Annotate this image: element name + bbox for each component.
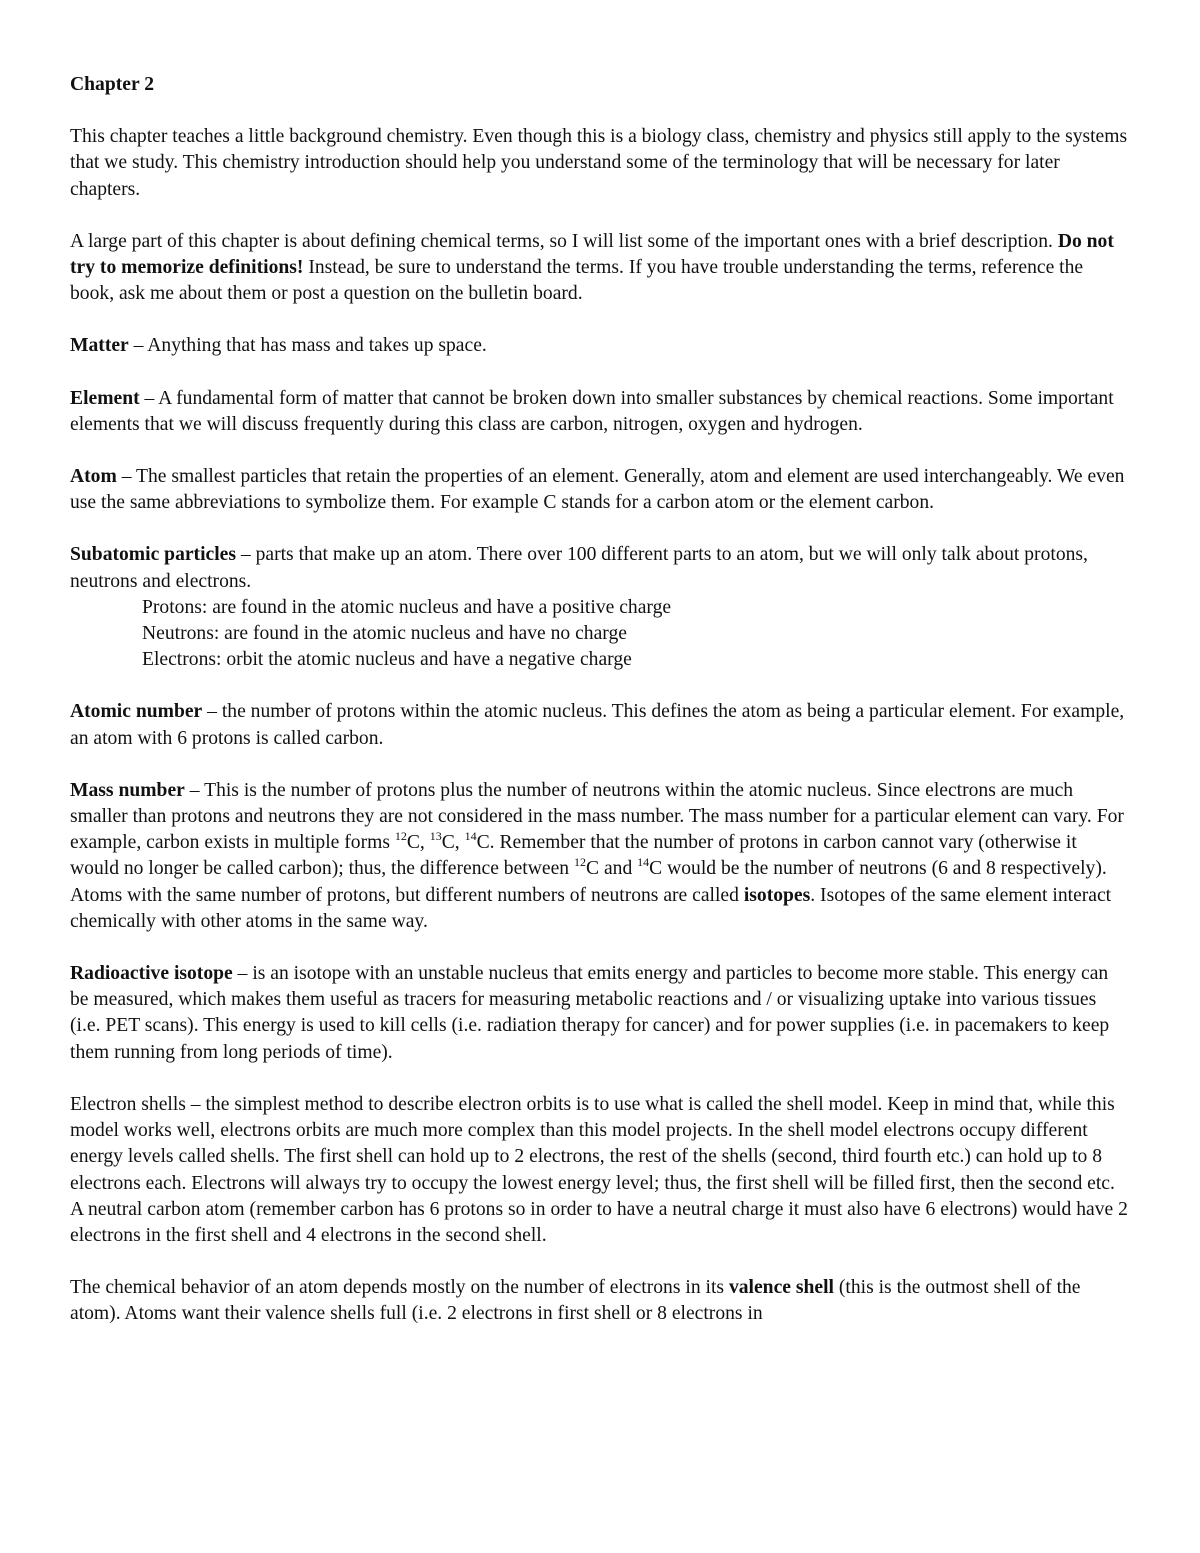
term-matter: Matter: [70, 335, 129, 357]
term-mass-number: Mass number: [70, 779, 185, 801]
definition-mass-number: [70, 778, 1130, 935]
term-subatomic-particles: Subatomic particles: [70, 544, 236, 566]
definition-electron-shells: Electron shells – the simplest method to describe electron orbits is to use what is called the shell model. Keep in mind that, while this model works well, electrons orbits are much more complex than this model projects. In the shell model electrons occupy different energy levels called shells. The first shell can hold up to 2 electrons, the rest of the shells (second, third fourth etc.) can hold up to 8 electrons each. Electrons will always try to occupy the lowest energy level; thus, the first shell will be filled first, then the second etc. A neutral carbon atom (remember carbon has 6 protons so in order to have a neutral charge it must also have 6 electrons) would have 2 electrons in the first shell and 4 electrons in the second shell.: [70, 1093, 1128, 1246]
term-atom: Atom: [70, 466, 117, 488]
definition-matter: [70, 333, 1130, 359]
isotope-superscript-12: 12: [394, 829, 407, 844]
intro-paragraph: This chapter teaches a little background chemistry. Even though this is a biology class, chemistry and physics still apply to the systems that we study. This chemistry introduction should help you understand some of the terminology that will be necessary for later chapters.: [70, 126, 1128, 200]
definition-atomic-number: [70, 699, 1130, 751]
isotope-superscript-14: 14: [464, 829, 477, 844]
term-element: Element: [70, 387, 140, 409]
mass-number-text-2: C,: [406, 832, 430, 854]
definitions-intro-text: A large part of this chapter is about defining chemical terms, so I will list some of the important ones with a brief description.: [70, 230, 1058, 252]
definition-atomic-number-text: – the number of protons within the atomic nucleus. This defines the atom as being a particular element. For example, an atom with 6 protons is called carbon.: [70, 701, 1125, 749]
definitions-intro-rest: Instead, be sure to understand the terms. If you have trouble understanding the terms, reference the book, ask me about them or post a question on the bulletin board.: [70, 257, 1084, 305]
subatomic-item-electrons: Electrons: orbit the atomic nucleus and have a negative charge: [142, 649, 632, 671]
definition-element-text: – A fundamental form of matter that cannot be broken down into smaller substances by chemical reactions. Some important elements that we will discuss frequently during this class are carbon, nitrogen, oxygen and hydrogen.: [70, 387, 1114, 435]
chapter-title: Chapter 2: [70, 74, 155, 95]
isotope-superscript-12b: 12: [573, 855, 586, 870]
definition-atom: [70, 464, 1130, 516]
definition-subatomic-text: – parts that make up an atom. There over 100 different parts to an atom, but we will only talk about protons, neutrons and electrons.: [70, 544, 1088, 592]
definition-radioactive-text: – is an isotope with an unstable nucleus that emits energy and particles to become more stable. This energy can be measured, which makes them useful as tracers for measuring metabolic reactions and / or visualizing uptake into various tissues (i.e. PET scans). This energy is used to kill cells (i.e. radiation therapy for cancer) and for power supplies (i.e. in pacemakers to keep them running from long periods of time).: [70, 963, 1110, 1063]
mass-number-text-6: C would be the number of neutrons (6 and 8 respectively). Atoms with the same number of protons, but different numbers of neutrons are called: [70, 858, 1107, 906]
definitions-warning: Do not try to memorize definitions!: [70, 230, 1114, 279]
definition-subatomic-particles: [70, 542, 1130, 673]
term-atomic-number: Atomic number: [70, 701, 203, 723]
definition-element: [70, 386, 1130, 438]
term-isotopes: isotopes: [743, 884, 811, 906]
mass-number-text-4: C. Remember that the number of protons in carbon cannot vary (otherwise it would no longer be called carbon); thus, the difference between: [70, 832, 1077, 880]
valence-paragraph: [70, 1275, 1130, 1327]
term-valence-shell: valence shell: [728, 1277, 834, 1299]
mass-number-text-7: . Isotopes of the same element interact chemically with other atoms in the same way.: [70, 884, 1112, 932]
isotope-superscript-13: 13: [429, 829, 442, 844]
term-radioactive-isotope: Radioactive isotope: [70, 963, 233, 985]
valence-text-1: The chemical behavior of an atom depends mostly on the number of electrons in its: [70, 1277, 729, 1299]
mass-number-text-5: C and: [585, 858, 638, 880]
subatomic-item-protons: Protons: are found in the atomic nucleus and have a positive charge: [142, 596, 672, 618]
definition-matter-text: – Anything that has mass and takes up space.: [128, 335, 487, 357]
definitions-intro-paragraph: [70, 229, 1130, 308]
definition-atom-text: – The smallest particles that retain the properties of an element. Generally, atom and element are used interchangeably. We even use the same abbreviations to symbolize them. For example C stands for a carbon atom or the element carbon.: [70, 466, 1125, 514]
subatomic-item-neutrons: Neutrons: are found in the atomic nucleus and have no charge: [142, 623, 627, 645]
mass-number-text-3: C,: [441, 832, 465, 854]
definition-radioactive-isotope: [70, 961, 1130, 1066]
valence-text-2: (this is the outmost shell of the atom). Atoms want their valence shells full (i.e. 2 electrons in first shell or 8 electrons in: [70, 1277, 1081, 1325]
isotope-superscript-14b: 14: [637, 855, 650, 870]
mass-number-text-1: – This is the number of protons plus the number of neutrons within the atomic nucleus. Since electrons are much smaller than protons and neutrons they are not considered in the mass number. The mass number for a particular element can vary. For example, carbon exists in multiple forms: [70, 779, 1124, 854]
